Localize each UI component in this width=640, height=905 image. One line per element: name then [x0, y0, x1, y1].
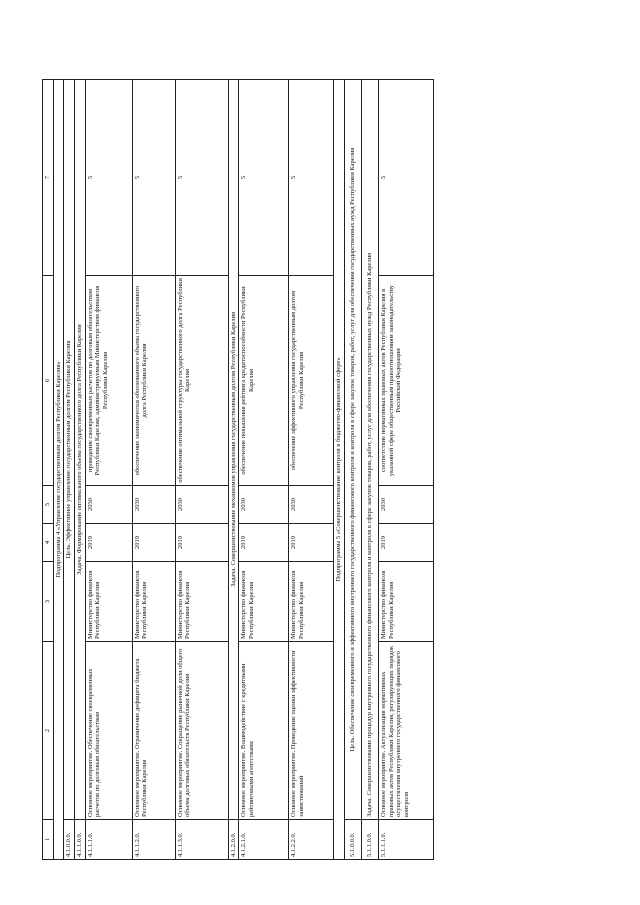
- goal-5-code: 5.1.0.0.0.: [344, 820, 361, 860]
- table-row: [85, 80, 132, 860]
- row-end-year: 2030: [175, 486, 228, 524]
- row-code: 4.1.2.2.0.: [289, 820, 334, 860]
- row-result: обеспечение эффективного управления государственным долгом Республики Карелия: [289, 276, 334, 486]
- row-indicator: 5: [289, 80, 334, 276]
- row-start-year: 2019: [289, 524, 334, 562]
- row-executor: Министерство финансов Республики Карелия: [175, 562, 228, 642]
- row-indicator: 5: [378, 80, 433, 276]
- row-result: обеспечение экономически обоснованного объема государственного долга Республики Карелия: [132, 276, 175, 486]
- task-511-text: Задача. Совершенствование процедур внутреннего государственного финансового контроля и контроля в сфере закупок товаров, работ, услуг для обеспечения государственных нужд Республики Карелия: [361, 80, 378, 820]
- task-411-row: [74, 80, 85, 860]
- row-executor: Министерство финансов Республики Карелия: [289, 562, 334, 642]
- row-code: 5.1.1.1.0.: [378, 820, 433, 860]
- row-indicator: 5: [175, 80, 228, 276]
- header-col-1: 1: [43, 820, 54, 860]
- header-row: [43, 80, 54, 860]
- row-start-year: 2019: [132, 524, 175, 562]
- row-result: проведение своевременных расчетов по долговым обязательствам Республики Карелия, администрируемым Министерством финансов Республики Карелия: [85, 276, 132, 486]
- row-activity: Основное мероприятие. Актуализация нормативных правовых актов Республики Карелия, регулирующих порядок осуществления внутреннего государственного финансового контроля: [378, 642, 433, 820]
- row-end-year: 2030: [85, 486, 132, 524]
- task-511-code: 5.1.1.0.0.: [361, 820, 378, 860]
- table-row: [289, 80, 334, 860]
- subprogram-5-row: [334, 80, 345, 860]
- row-indicator: 5: [239, 80, 289, 276]
- goal-5-row: [344, 80, 361, 860]
- header-col-4: 4: [43, 524, 54, 562]
- row-end-year: 2030: [378, 486, 433, 524]
- row-code: 4.1.1.3.0.: [175, 820, 228, 860]
- table-row: [378, 80, 433, 860]
- header-col-6: 6: [43, 276, 54, 486]
- row-code: 4.1.2.1.0.: [239, 820, 289, 860]
- row-activity: Основное мероприятие. Взаимодействие с кредитными рейтинговыми агентствами: [239, 642, 289, 820]
- header-col-2: 2: [43, 642, 54, 820]
- task-412-code: 4.1.2.0.0.: [228, 820, 239, 860]
- goal-4-text: Цель. Эффективное управление государственным долгом Республики Карелия: [64, 80, 75, 820]
- header-col-5: 5: [43, 486, 54, 524]
- row-activity: Основное мероприятие. Обеспечение своевременных расчетов по долговым обязательствам: [85, 642, 132, 820]
- row-executor: Министерство финансов Республики Карелия: [239, 562, 289, 642]
- row-end-year: 2030: [132, 486, 175, 524]
- row-executor: Министерство финансов Республики Карелия: [85, 562, 132, 642]
- task-411-text: Задача. Формирование оптимального объема государственного долга Республики Карелия: [74, 80, 85, 820]
- row-start-year: 2019: [175, 524, 228, 562]
- table-row: [239, 80, 289, 860]
- task-412-row: [228, 80, 239, 860]
- row-end-year: 2030: [289, 486, 334, 524]
- row-start-year: 2019: [239, 524, 289, 562]
- row-result: обеспечение оптимальной структуры государственного долга Республики Карелия: [175, 276, 228, 486]
- goal-4-code: 4.1.0.0.0.: [64, 820, 75, 860]
- row-executor: Министерство финансов Республики Карелия: [378, 562, 433, 642]
- task-511-row: [361, 80, 378, 860]
- row-indicator: 5: [85, 80, 132, 276]
- goal-5-text: Цель. Обеспечение своевременного и эффективного внутреннего государственного финансового контроля и контроля в сфере закупок товаров, работ, услуг для обеспечения государственных нужд Республики Карелия: [344, 80, 361, 820]
- row-executor: Министерство финансов Республики Карелия: [132, 562, 175, 642]
- row-start-year: 2019: [85, 524, 132, 562]
- task-412-text: Задача. Совершенствование механизмов управления государственным долгом Республики Карелия: [228, 80, 239, 820]
- row-activity: Основное мероприятие. Ограничение дефицита бюджета Республики Карелия: [132, 642, 175, 820]
- subprogram-4-title: Подпрограмма 4 «Управление государственным долгом Республики Карелия»: [53, 80, 64, 860]
- row-result: соответствие нормативных правовых актов Республики Карелия в указанной сфере общественным правоотношениям законодательству Российской Федерации: [378, 276, 433, 486]
- row-code: 4.1.1.1.0.: [85, 820, 132, 860]
- row-activity: Основное мероприятие. Сокращение рыночной доли общего объема долговых обязательств Республики Карелия: [175, 642, 228, 820]
- subprogram-4-row: [53, 80, 64, 860]
- program-activities-table: [42, 79, 434, 860]
- task-411-code: 4.1.1.0.0.: [74, 820, 85, 860]
- table-row: [132, 80, 175, 860]
- row-end-year: 2030: [239, 486, 289, 524]
- row-indicator: 5: [132, 80, 175, 276]
- rotated-page: [42, 80, 462, 860]
- header-col-3: 3: [43, 562, 54, 642]
- row-code: 4.1.1.2.0.: [132, 820, 175, 860]
- subprogram-5-title: Подпрограмма 5 «Совершенствование контроля в бюджетно-финансовой сфере»: [334, 80, 345, 860]
- row-activity: Основное мероприятие. Проведение оценки эффективности заимствований: [289, 642, 334, 820]
- header-col-7: 7: [43, 80, 54, 276]
- table-row: [175, 80, 228, 860]
- row-result: обеспечение повышения рейтинга кредитоспособности Республики Карелия: [239, 276, 289, 486]
- row-start-year: 2019: [378, 524, 433, 562]
- goal-4-row: [64, 80, 75, 860]
